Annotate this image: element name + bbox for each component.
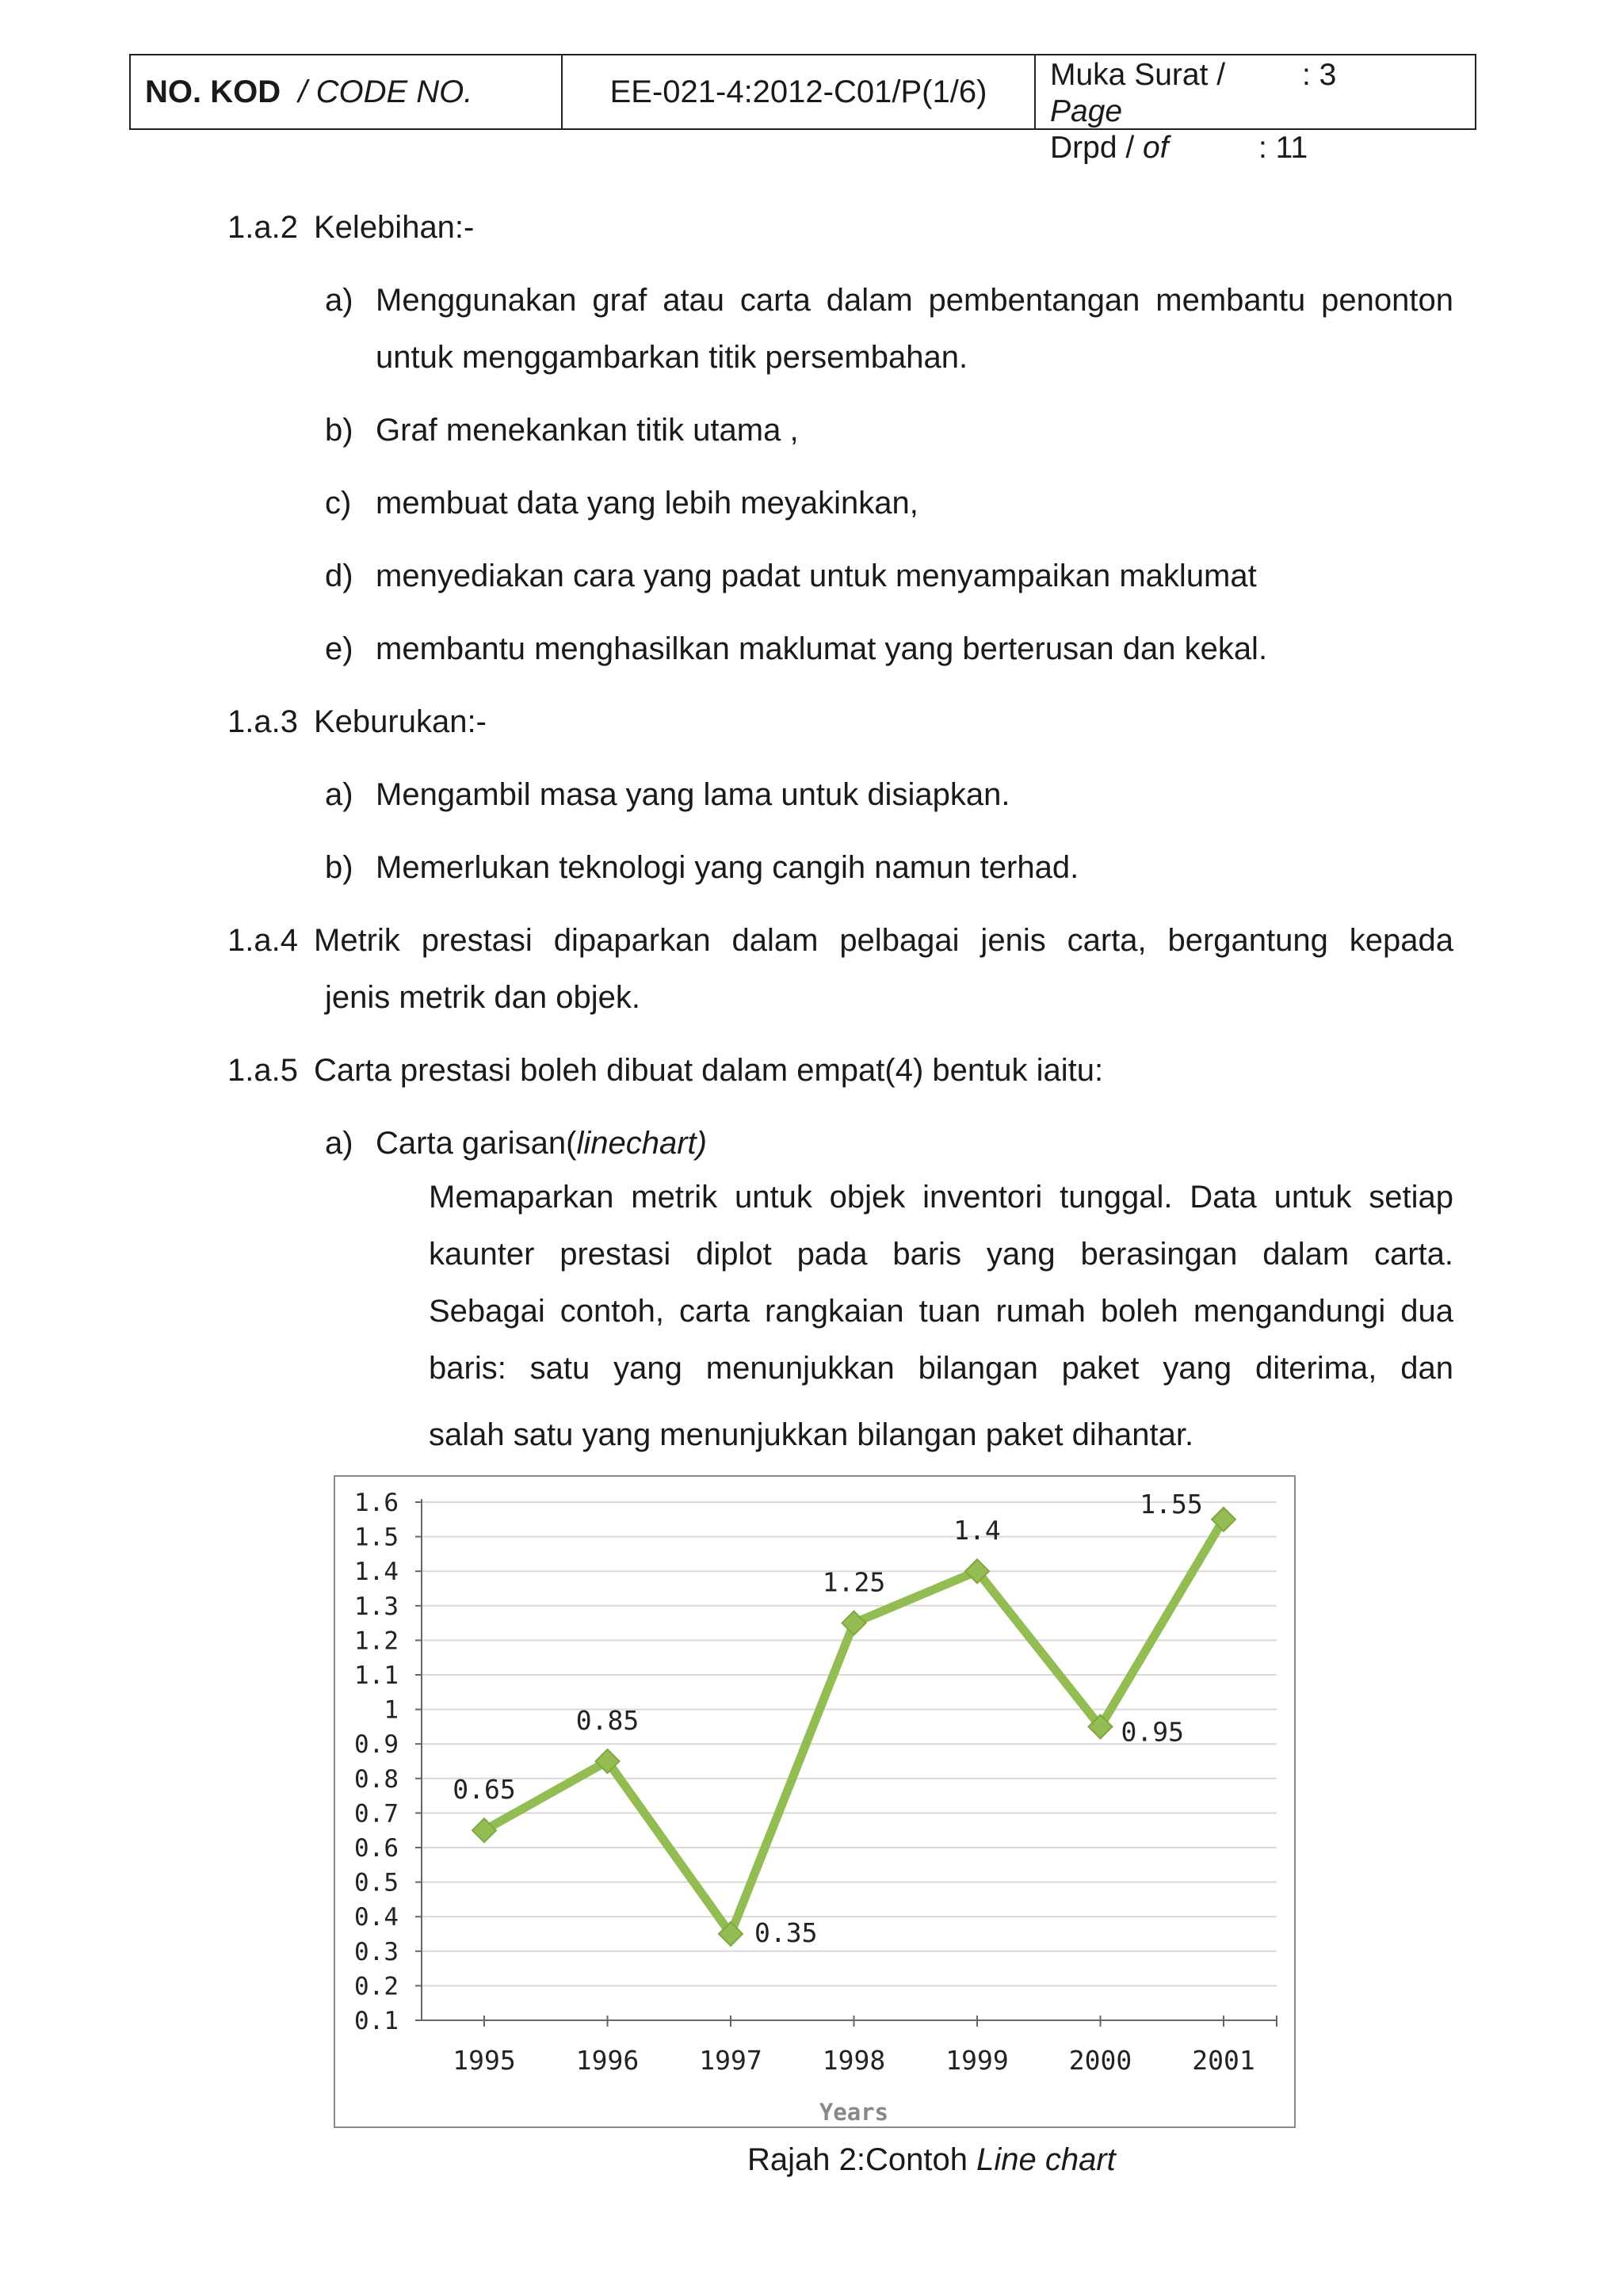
y-tick-label: 0.7	[354, 1799, 399, 1829]
data-point-marker	[842, 1611, 866, 1635]
list-item-d: menyediakan cara yang padat untuk menyampaikan maklumat	[376, 559, 1257, 593]
y-tick-label: 0.1	[354, 2007, 399, 2035]
code-label-italic: / CODE NO.	[298, 74, 473, 109]
list-letter: b)	[325, 850, 353, 885]
y-tick-label: 1.1	[354, 1661, 399, 1690]
list-item-c: membuat data yang lebih meyakinkan,	[376, 486, 918, 521]
y-tick-label: 1.3	[354, 1592, 399, 1621]
list-item-e: membantu menghasilkan maklumat yang berterusan dan kekal.	[376, 631, 1268, 666]
list-letter: a)	[325, 283, 353, 318]
y-tick-label: 1.6	[354, 1489, 399, 1517]
of-label: Drpd / of	[1050, 131, 1169, 165]
page-label: Muka Surat / Page	[1050, 58, 1226, 128]
section-number-1a4: 1.a.4	[227, 923, 298, 958]
list-letter: a)	[325, 1126, 353, 1161]
data-label: 0.95	[1121, 1716, 1184, 1748]
list-item-b: Graf menekankan titik utama ,	[376, 413, 799, 448]
code-value-cell: EE-021-4:2012-C01/P(1/6)	[563, 55, 1036, 128]
x-tick-label: 2001	[1192, 2045, 1255, 2076]
section-title-1a5: Carta prestasi boleh dibuat dalam empat(4) bentuk iaitu:	[314, 1053, 1104, 1088]
list-letter: b)	[325, 413, 353, 448]
page-info-cell	[1036, 55, 1475, 165]
section-title-kelebihan: Kelebihan:-	[314, 210, 475, 245]
list-letter: e)	[325, 631, 353, 666]
y-tick-label: 0.4	[354, 1903, 399, 1932]
list-item-a-cont: untuk menggambarkan titik persembahan.	[376, 340, 968, 375]
section-number-1a2: 1.a.2	[227, 210, 298, 245]
y-tick-label: 1.2	[354, 1627, 399, 1656]
x-tick-label: 1997	[699, 2045, 762, 2076]
x-tick-label: 1999	[945, 2045, 1009, 2076]
data-label: 1.4	[953, 1515, 1001, 1547]
line-chart-svg	[335, 1477, 1294, 2126]
y-tick-label: 0.9	[354, 1730, 399, 1760]
section-number-1a3: 1.a.3	[227, 704, 298, 739]
y-tick-label: 0.5	[354, 1868, 399, 1897]
list-item-a: Mengambil masa yang lama untuk disiapkan.	[376, 777, 1010, 812]
y-tick-label: 0.3	[354, 1937, 399, 1966]
y-tick-label: 0.8	[354, 1764, 399, 1794]
x-tick-label: 1995	[453, 2045, 516, 2076]
y-tick-label: 1.5	[354, 1523, 399, 1552]
list-item-b: Memerlukan teknologi yang cangih namun terhad.	[376, 850, 1079, 885]
data-label: 1.55	[1140, 1488, 1203, 1520]
list-item-a: Menggunakan graf atau carta dalam pembentangan membantu penonton	[376, 283, 1453, 318]
line-chart	[334, 1475, 1296, 2128]
y-tick-label: 0.2	[354, 1972, 399, 2001]
y-tick-label: 1.4	[354, 1558, 399, 1587]
y-tick-label: 0.6	[354, 1834, 399, 1863]
subsection-title-linechart: Carta garisan(linechart)	[376, 1126, 707, 1161]
list-letter: c)	[325, 486, 352, 521]
figure-caption: Rajah 2:Contoh Line chart	[747, 2142, 1116, 2177]
linechart-description-last: salah satu yang menunjukkan bilangan paket dihantar.	[429, 1417, 1194, 1452]
code-label-bold: NO. KOD	[145, 74, 281, 109]
x-tick-label: 1998	[822, 2045, 886, 2076]
of-value: : 11	[1258, 131, 1308, 165]
x-tick-label: 2000	[1068, 2045, 1132, 2076]
data-label: 0.35	[754, 1917, 818, 1948]
list-letter: a)	[325, 777, 353, 812]
data-label: 0.65	[453, 1774, 516, 1806]
section-text-1a4: Metrik prestasi dipaparkan dalam pelbagai jenis carta, bergantung kepada	[314, 923, 1453, 958]
linechart-description: Memaparkan metrik untuk objek inventori tunggal. Data untuk setiap kaunter prestasi diplot pada baris yang berasingan dalam carta. Sebagai contoh, carta rangkaian tuan rumah boleh mengandungi dua baris: satu yang menunjukkan bilangan paket yang diterima, dan	[429, 1180, 1453, 1386]
list-letter: d)	[325, 559, 353, 593]
section-number-1a5: 1.a.5	[227, 1053, 298, 1088]
section-title-keburukan: Keburukan:-	[314, 704, 487, 739]
x-axis-title: Years	[819, 2099, 889, 2126]
section-text-1a4-cont: jenis metrik dan objek.	[325, 980, 640, 1015]
page-value: : 3	[1302, 58, 1337, 92]
data-label: 0.85	[575, 1705, 640, 1736]
y-tick-label: 1	[384, 1695, 399, 1725]
data-label: 1.25	[822, 1566, 886, 1598]
x-tick-label: 1996	[575, 2045, 640, 2076]
document-header-table	[129, 54, 1476, 165]
code-label-cell	[131, 55, 563, 128]
